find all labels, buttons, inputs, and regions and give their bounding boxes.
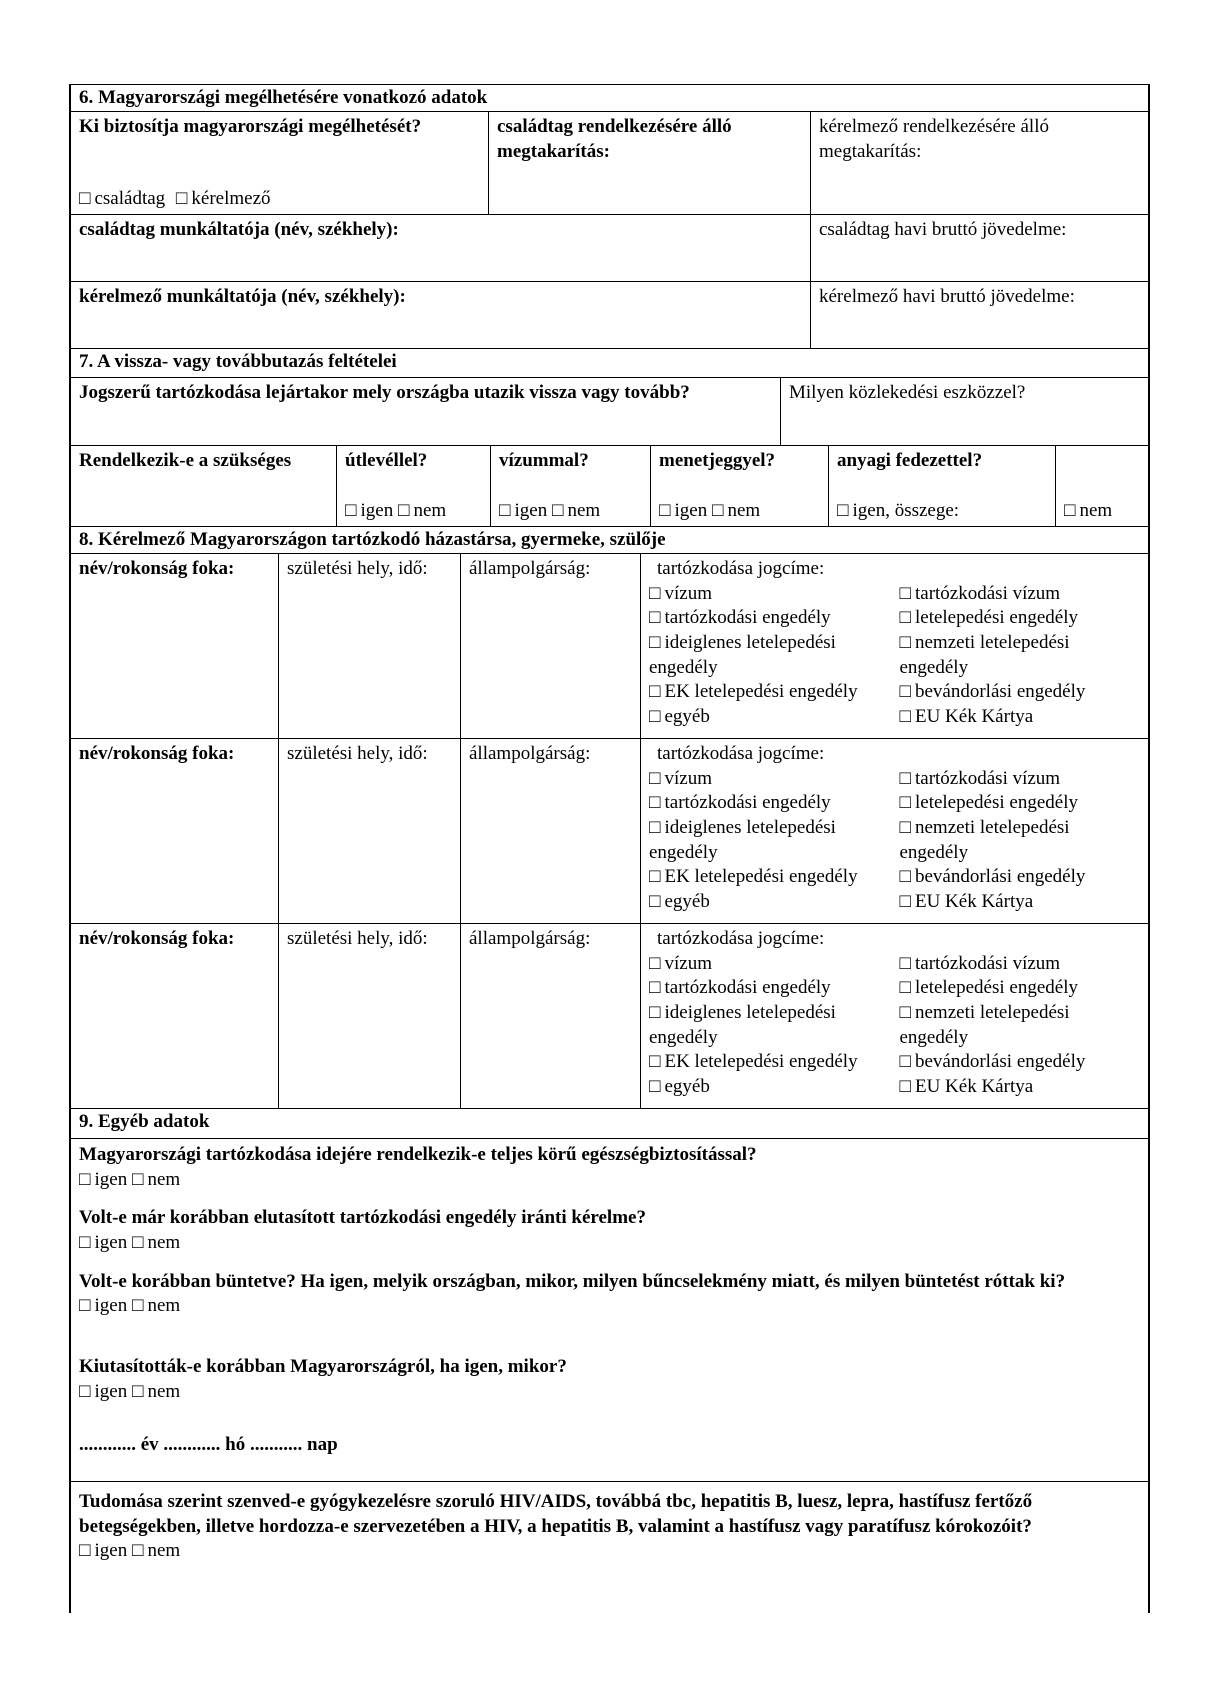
status-option [649,976,890,1001]
checkbox-icon[interactable]: □ [899,1002,911,1024]
status-option [900,976,1141,1001]
status-option-label: EK letelepedési engedély [664,681,858,703]
checkbox-icon[interactable]: □ [649,866,661,888]
status-option [900,1075,1141,1100]
checkbox-icon[interactable]: □ [649,952,661,974]
status-option-label: EU Kék Kártya [914,891,1034,913]
checkbox-icon[interactable]: □ [131,1380,144,1402]
option-yes: igen [94,1295,128,1317]
checkbox-icon[interactable]: □ [131,1540,144,1562]
option-no: nem [147,1380,181,1402]
status-option [900,606,1141,631]
option-yes: igen [94,1380,128,1402]
checkbox-icon[interactable]: □ [899,1076,911,1098]
status-option-label: tartózkodási vízum [914,952,1061,974]
birth-place-label: születési hely, idő: [279,924,461,1108]
checkbox-icon[interactable]: □ [649,706,661,728]
checkbox-icon[interactable]: □ [649,582,661,604]
status-option [900,582,1141,607]
status-option [649,606,890,631]
application-form [69,84,1150,1613]
checkbox-icon[interactable]: □ [131,1168,144,1190]
checkbox-icon[interactable]: □ [649,1051,661,1073]
relative-row [69,553,1150,738]
status-option [900,952,1141,977]
checkbox-icon[interactable]: □ [899,891,911,913]
status-option [900,1050,1141,1075]
checkbox-icon[interactable]: □ [659,500,671,522]
checkbox-icon[interactable]: □ [649,1076,661,1098]
option-no: nem [1079,500,1113,522]
checkbox-icon[interactable]: □ [79,188,91,210]
status-option [900,865,1141,890]
expelled-question: Kiutasították-e korábban Magyarországról, ha igen, mikor? [79,1356,567,1378]
date-line[interactable]: ............ év ............ hó ........... nap [79,1433,338,1455]
checkbox-icon[interactable]: □ [131,1232,144,1254]
checkbox-icon[interactable]: □ [649,607,661,629]
checkbox-icon[interactable]: □ [899,952,911,974]
option-no: nem [147,1168,181,1190]
status-option-label: ideiglenes letelepedési engedély [649,632,836,678]
checkbox-icon[interactable]: □ [649,891,661,913]
residence-status-options [649,582,1140,730]
section-heading: 9. Egyéb adatok [79,1111,210,1132]
option-yes: igen [94,1232,128,1254]
checkbox-icon[interactable]: □ [649,632,661,654]
status-option [900,1001,1141,1050]
family-employer-label: családtag munkáltatója (név, székhely): [71,215,811,281]
status-option [649,816,890,865]
status-option-label: tartózkodási engedély [664,607,831,629]
relative-row [69,923,1150,1108]
checkbox-icon[interactable]: □ [899,607,911,629]
status-option [649,1050,890,1075]
option-no: nem [147,1295,181,1317]
checkbox-icon[interactable]: □ [899,632,911,654]
status-option-label: letelepedési engedély [914,792,1078,814]
checkbox-icon[interactable]: □ [551,500,564,522]
option-no: nem [413,500,447,522]
checkbox-icon[interactable]: □ [649,1002,661,1024]
checkbox-icon[interactable]: □ [899,817,911,839]
option-no: nem [727,500,761,522]
status-option-label: tartózkodási engedély [664,792,831,814]
option-no: nem [147,1540,181,1562]
checkbox-icon[interactable]: □ [345,500,357,522]
status-option [900,680,1141,705]
status-option-label: egyéb [664,1076,710,1098]
status-option [900,631,1141,680]
residence-status-options [649,952,1140,1100]
documents-question: Rendelkezik-e a szükséges [71,446,337,526]
checkbox-icon[interactable]: □ [79,1232,91,1254]
funds-label: anyagi fedezettel? [837,450,983,471]
relative-row [69,738,1150,923]
status-option-label: tartózkodási vízum [914,582,1061,604]
disease-question: Tudomása szerint szenved-e gyógykezelésre szoruló HIV/AIDS, továbbá tbc, hepatitis B, luesz, lepra, hastífusz fertőző betegségekben, illetve hordozza-e szervezetében a HIV, a hepatitis B, valamint a hastífusz vagy paratífusz kórokozóit? [79,1491,1033,1537]
status-option-label: vízum [664,582,712,604]
citizenship-label: állampolgárság: [461,739,641,923]
option-no: nem [147,1232,181,1254]
section-heading: 8. Kérelmező Magyarországon tartózkodó házastársa, gyermeke, szülője [79,529,666,550]
status-option [649,631,890,680]
transport-question: Milyen közlekedési eszközzel? [789,382,1026,403]
checkbox-icon[interactable]: □ [899,1051,911,1073]
option-yes-amount: igen, összege: [852,500,960,522]
relative-name-label: név/rokonság foka: [71,924,279,1108]
visa-label: vízummal? [499,450,589,471]
family-savings-label: családtag rendelkezésére álló megtakarítás: [489,112,811,214]
checkbox-icon[interactable]: □ [899,706,911,728]
option-yes: igen [94,1540,128,1562]
status-option [649,952,890,977]
option-applicant: kérelmező [191,188,271,210]
section-6-header [69,84,1150,111]
status-option-label: vízum [664,767,712,789]
relative-name-label: név/rokonság foka: [71,739,279,923]
relative-name-label: név/rokonság foka: [71,554,279,738]
section-heading: 7. A vissza- vagy továbbutazás feltételei [79,351,397,372]
checkbox-icon[interactable]: □ [711,500,724,522]
status-option-label: letelepedési engedély [914,607,1078,629]
checkbox-icon[interactable]: □ [499,500,511,522]
status-option-label: bevándorlási engedély [914,1051,1086,1073]
status-option [649,582,890,607]
status-option-label: ideiglenes letelepedési engedély [649,1002,836,1048]
family-income-label: családtag havi bruttó jövedelme: [819,219,1067,240]
checkbox-icon[interactable]: □ [649,817,661,839]
checkbox-icon[interactable]: □ [397,500,410,522]
status-option-label: EU Kék Kártya [914,706,1034,728]
residence-status-label: tartózkodása jogcíme: [657,743,825,764]
punished-question: Volt-e korábban büntetve? Ha igen, melyik országban, mikor, milyen bűncselekmény miatt, és milyen büntetést róttak ki? [79,1270,1066,1292]
ticket-label: menetjeggyel? [659,450,776,471]
status-option [649,705,890,730]
livelihood-question: Ki biztosítja magyarországi megélhetését? [79,116,422,137]
status-option [900,705,1141,730]
checkbox-icon[interactable]: □ [79,1540,91,1562]
citizenship-label: állampolgárság: [461,554,641,738]
residence-status-label: tartózkodása jogcíme: [657,928,825,949]
status-option-label: egyéb [664,706,710,728]
option-yes: igen [514,500,548,522]
checkbox-icon[interactable]: □ [649,767,661,789]
checkbox-icon[interactable]: □ [649,977,661,999]
option-yes: igen [674,500,708,522]
status-option [649,865,890,890]
residence-status-label: tartózkodása jogcíme: [657,558,825,579]
status-option [649,1075,890,1100]
checkbox-icon[interactable]: □ [175,188,188,210]
status-option [649,791,890,816]
checkbox-icon[interactable]: □ [649,792,661,814]
option-family-member: családtag [94,188,166,210]
checkbox-icon[interactable]: □ [899,767,911,789]
passport-label: útlevéllel? [345,450,428,471]
checkbox-icon[interactable]: □ [131,1295,144,1317]
status-option [900,791,1141,816]
checkbox-icon[interactable]: □ [649,681,661,703]
status-option-label: letelepedési engedély [914,977,1078,999]
status-option-label: tartózkodási engedély [664,977,831,999]
status-option-label: bevándorlási engedély [914,866,1086,888]
checkbox-icon[interactable]: □ [79,1295,91,1317]
status-option-label: nemzeti letelepedési engedély [899,1002,1070,1048]
checkbox-icon[interactable]: □ [899,792,911,814]
residence-status-options [649,767,1140,915]
status-option-label: egyéb [664,891,710,913]
applicant-savings-label: kérelmező rendelkezésére álló megtakarítás: [819,116,1049,162]
option-yes: igen [94,1168,128,1190]
checkbox-icon[interactable]: □ [837,500,849,522]
status-option [649,680,890,705]
status-option-label: tartózkodási vízum [914,767,1061,789]
status-option [900,890,1141,915]
status-option [900,816,1141,865]
birth-place-label: születési hely, idő: [279,554,461,738]
applicant-income-label: kérelmező havi bruttó jövedelme: [819,286,1075,307]
section-heading: 6. Magyarországi megélhetésére vonatkozó adatok [79,87,488,108]
status-option-label: vízum [664,952,712,974]
status-option-label: EU Kék Kártya [914,1076,1034,1098]
checkbox-icon[interactable]: □ [899,866,911,888]
applicant-employer-label: kérelmező munkáltatója (név, székhely): [71,282,811,348]
checkbox-icon[interactable]: □ [1064,500,1076,522]
status-option-label: bevándorlási engedély [914,681,1086,703]
status-option [649,1001,890,1050]
status-option-label: nemzeti letelepedési engedély [899,817,1070,863]
birth-place-label: születési hely, idő: [279,739,461,923]
status-option [649,767,890,792]
status-option [900,767,1141,792]
checkbox-icon[interactable]: □ [899,582,911,604]
option-yes: igen [360,500,394,522]
status-option-label: EK letelepedési engedély [664,866,858,888]
status-option-label: ideiglenes letelepedési engedély [649,817,836,863]
status-option-label: EK letelepedési engedély [664,1051,858,1073]
citizenship-label: állampolgárság: [461,924,641,1108]
option-no: nem [567,500,601,522]
insurance-question: Magyarországi tartózkodása idejére rendelkezik-e teljes körű egészségbiztosítással? [79,1144,757,1165]
refused-question: Volt-e már korábban elutasított tartózkodási engedély iránti kérelme? [79,1207,646,1229]
checkbox-icon[interactable]: □ [79,1168,91,1190]
checkbox-icon[interactable]: □ [79,1380,91,1402]
checkbox-icon[interactable]: □ [899,681,911,703]
return-country-question: Jogszerű tartózkodása lejártakor mely országba utazik vissza vagy tovább? [71,378,781,445]
status-option [649,890,890,915]
checkbox-icon[interactable]: □ [899,977,911,999]
status-option-label: nemzeti letelepedési engedély [899,632,1070,678]
